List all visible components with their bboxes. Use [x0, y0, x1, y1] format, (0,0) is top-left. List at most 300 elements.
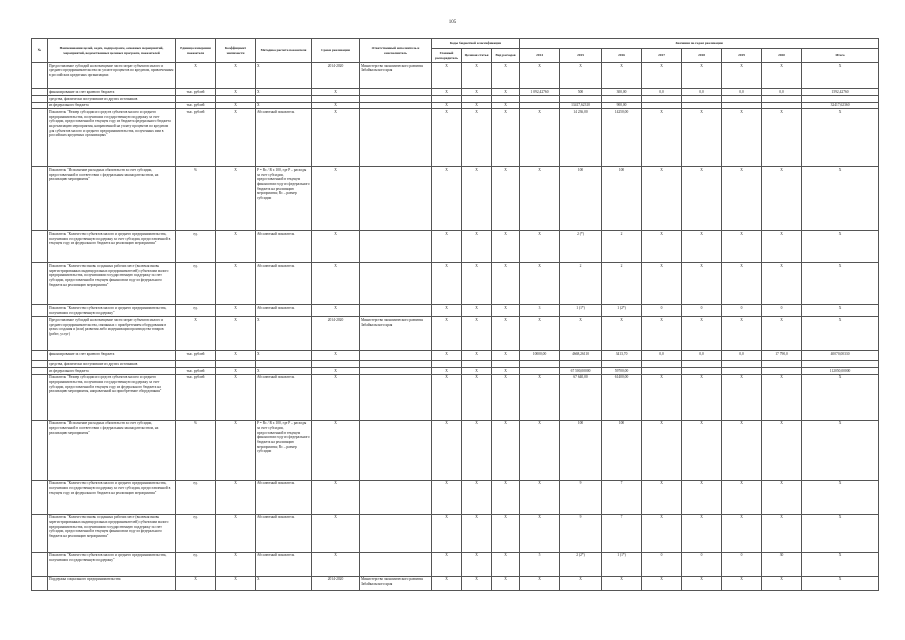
table-cell: [32, 317, 48, 351]
table-cell: [520, 102, 560, 109]
table-cell: 9: [560, 514, 602, 552]
table-cell: [360, 231, 432, 263]
table-cell: ед.: [176, 231, 216, 263]
table-cell: 0: [642, 305, 682, 317]
table-cell: X: [492, 231, 520, 263]
table-cell: X: [722, 263, 762, 305]
header-2020: 2020: [762, 49, 802, 63]
table-cell: [642, 361, 682, 368]
table-cell: ед.: [176, 480, 216, 514]
table-row: [32, 305, 879, 317]
table-cell: Министерство экономического развития Забайкальского края: [360, 63, 432, 89]
table-cell: Поддержка социального предпринимательства: [48, 576, 176, 590]
table-cell: [762, 368, 802, 375]
table-cell: X: [642, 480, 682, 514]
table-cell: [360, 368, 432, 375]
table-cell: X: [256, 576, 312, 590]
table-cell: Абсолютный показатель: [256, 514, 312, 552]
table-row: [32, 89, 879, 96]
table-cell: Предоставление субсидий на возмещение части затрат субъектов малого и среднего предпринимательства, связанных с приобретением оборудования в целях создания и (или) развития либо модернизации производства товаров (работ, услуг): [48, 317, 176, 351]
table-cell: [360, 420, 432, 480]
table-cell: X: [492, 480, 520, 514]
table-cell: [642, 102, 682, 109]
table-cell: Показатель "Исполнение расходных обязательств за счет субсидии, предоставленной в соответствии с федеральным законодательством, на реализацию мероприятия": [48, 167, 176, 231]
table-cell: 61400,00: [602, 374, 642, 420]
table-cell: [32, 374, 48, 420]
table-cell: X: [802, 552, 879, 576]
table-cell: X: [722, 576, 762, 590]
table-cell: ед.: [176, 514, 216, 552]
table-cell: X: [462, 167, 492, 231]
table-cell: X: [256, 89, 312, 96]
table-cell: 7: [602, 480, 642, 514]
table-cell: X: [176, 576, 216, 590]
table-cell: X: [682, 480, 722, 514]
table-cell: X: [492, 351, 520, 361]
table-cell: X: [492, 514, 520, 552]
table-cell: [256, 96, 312, 103]
table-cell: X: [432, 263, 462, 305]
table-cell: из федерального бюджета: [48, 368, 176, 375]
table-cell: X: [560, 317, 602, 351]
table-cell: 0: [722, 305, 762, 317]
table-cell: [520, 361, 560, 368]
table-cell: 2014-2020: [312, 317, 360, 351]
table-cell: 100: [602, 167, 642, 231]
table-cell: X: [762, 63, 802, 89]
table-cell: X: [520, 420, 560, 480]
table-cell: X: [216, 351, 256, 361]
table-cell: Показатель "Количество вновь созданных рабочих мест (включая вновь зарегистрированных индивидуальных предпринимателей) субъектами малого предпринимательства, получившими государственную поддержку за счет субсидии, предоставленной в текущем финансовом году из федерального бюджета на реализацию мероприятия": [48, 514, 176, 552]
table-cell: X: [802, 576, 879, 590]
table-cell: 0: [762, 305, 802, 317]
table-cell: [682, 102, 722, 109]
table-cell: X: [312, 420, 360, 480]
table-cell: [560, 96, 602, 103]
table-cell: [802, 361, 879, 368]
table-cell: [682, 361, 722, 368]
table-cell: X: [520, 263, 560, 305]
table-cell: [802, 96, 879, 103]
table-cell: X: [492, 305, 520, 317]
table-body: [32, 63, 879, 591]
table-cell: ед.: [176, 305, 216, 317]
table-cell: 3: [520, 305, 560, 317]
table-cell: X: [802, 374, 879, 420]
table-cell: 100: [560, 167, 602, 231]
table-cell: [32, 102, 48, 109]
table-cell: [722, 102, 762, 109]
table-row: [32, 420, 879, 480]
table-cell: X: [762, 480, 802, 514]
table-cell: [762, 102, 802, 109]
table-cell: [32, 576, 48, 590]
table-cell: [360, 96, 432, 103]
table-cell: X: [722, 317, 762, 351]
table-cell: X: [312, 480, 360, 514]
table-cell: [360, 374, 432, 420]
table-cell: [462, 96, 492, 103]
table-cell: X: [216, 167, 256, 231]
table-cell: X: [520, 514, 560, 552]
table-cell: 0,0: [682, 351, 722, 361]
table-cell: [520, 368, 560, 375]
table-cell: [360, 480, 432, 514]
table-cell: 40070,00330: [802, 351, 879, 361]
table-cell: X: [602, 576, 642, 590]
table-cell: [682, 96, 722, 103]
table-row: [32, 109, 879, 167]
table-row: [32, 368, 879, 375]
program-table: [31, 38, 879, 591]
table-cell: P = Rc / R x 100, где P – расходы за счет субсидии, предоставленной в текущем финансовом году из федерального бюджета на реализацию мероприятия; Rc – размер субсидии: [256, 167, 312, 231]
table-cell: X: [432, 109, 462, 167]
header-coef: Коэффициент значимости: [216, 39, 256, 63]
table-cell: X: [492, 63, 520, 89]
table-cell: 2014-2020: [312, 576, 360, 590]
table-cell: X: [492, 167, 520, 231]
table-cell: X: [432, 420, 462, 480]
table-cell: X: [462, 514, 492, 552]
table-cell: 900,00: [602, 102, 642, 109]
table-cell: X: [216, 552, 256, 576]
table-cell: Показатель "Количество субъектов малого и среднего предпринимательства, получивших государственную поддержку": [48, 305, 176, 317]
table-cell: [722, 361, 762, 368]
table-cell: X: [722, 167, 762, 231]
table-cell: [492, 361, 520, 368]
table-cell: [32, 361, 48, 368]
table-row: [32, 576, 879, 590]
table-row: [32, 167, 879, 231]
table-cell: X: [432, 89, 462, 96]
table-cell: 100: [602, 420, 642, 480]
table-cell: [32, 368, 48, 375]
table-cell: 17 790,0: [762, 351, 802, 361]
table-cell: X: [492, 374, 520, 420]
table-cell: 300,00: [602, 89, 642, 96]
table-cell: 1 092,42760: [520, 89, 560, 96]
table-cell: X: [682, 263, 722, 305]
table-cell: X: [520, 231, 560, 263]
table-cell: X: [216, 263, 256, 305]
table-cell: [762, 361, 802, 368]
table-cell: 32417,62360: [802, 102, 879, 109]
table-row: [32, 374, 879, 420]
table-cell: 2 (*): [560, 231, 602, 263]
table-cell: X: [642, 263, 682, 305]
table-cell: [360, 514, 432, 552]
table-cell: 10000,00: [520, 351, 560, 361]
table-cell: 14 236,00: [560, 109, 602, 167]
table-cell: X: [312, 263, 360, 305]
header-resp: Ответственный исполнитель и соисполнитель: [360, 39, 432, 63]
header-2016: 2016: [602, 49, 642, 63]
table-cell: [722, 368, 762, 375]
table-cell: [682, 368, 722, 375]
table-cell: [602, 96, 642, 103]
table-cell: Абсолютный показатель: [256, 305, 312, 317]
table-cell: X: [492, 89, 520, 96]
table-cell: Показатель "Размер субсидии из средств субъектов малого и среднего предпринимательства, получивших государственную поддержку за счет субсидии, предоставленной в текущем году из федерального бюджета на реализацию мероприятия, направленной на приобретение оборудования": [48, 374, 176, 420]
table-row: [32, 102, 879, 109]
table-cell: X: [312, 374, 360, 420]
table-row: [32, 480, 879, 514]
table-cell: X: [432, 63, 462, 89]
table-cell: X: [520, 63, 560, 89]
header-row-1: [32, 39, 879, 49]
table-cell: [360, 89, 432, 96]
table-cell: 14250,00: [602, 109, 642, 167]
table-cell: X: [462, 305, 492, 317]
table-cell: X: [312, 109, 360, 167]
table-cell: X: [602, 63, 642, 89]
table-cell: X: [432, 368, 462, 375]
table-row: [32, 231, 879, 263]
table-cell: X: [462, 351, 492, 361]
table-cell: X: [492, 109, 520, 167]
table-cell: X: [762, 109, 802, 167]
header-total: Итого: [802, 49, 879, 63]
table-cell: [602, 361, 642, 368]
table-cell: X: [762, 231, 802, 263]
table-cell: X: [722, 480, 762, 514]
table-cell: X: [682, 420, 722, 480]
table-cell: X: [432, 480, 462, 514]
table-row: [32, 96, 879, 103]
table-cell: [32, 420, 48, 480]
table-cell: 0,0: [682, 89, 722, 96]
table-cell: X: [802, 514, 879, 552]
table-cell: X: [492, 317, 520, 351]
table-cell: X: [312, 514, 360, 552]
table-cell: 2 (2*): [560, 552, 602, 576]
table-cell: X: [312, 89, 360, 96]
table-cell: X: [762, 263, 802, 305]
header-2014: 2014: [520, 49, 560, 63]
table-cell: X: [802, 420, 879, 480]
table-cell: [722, 96, 762, 103]
table-cell: Министерство экономического развития Забайкальского края: [360, 576, 432, 590]
table-cell: 2: [602, 231, 642, 263]
table-cell: X: [642, 514, 682, 552]
table-cell: X: [432, 305, 462, 317]
table-cell: X: [802, 317, 879, 351]
table-cell: [360, 263, 432, 305]
table-row: [32, 514, 879, 552]
table-cell: X: [432, 374, 462, 420]
table-cell: [32, 480, 48, 514]
header-unit: Единица измерения показателя: [176, 39, 216, 63]
header-chapter: Главный распорядитель: [432, 49, 462, 63]
table-cell: финансирование за счет краевого бюджета: [48, 351, 176, 361]
table-cell: [642, 96, 682, 103]
table-cell: из федерального бюджета: [48, 102, 176, 109]
table-cell: [360, 109, 432, 167]
table-cell: %: [176, 420, 216, 480]
table-cell: X: [462, 63, 492, 89]
table-cell: 0: [682, 552, 722, 576]
table-cell: 1 (1*): [602, 552, 642, 576]
table-cell: X: [682, 374, 722, 420]
table-cell: X: [216, 305, 256, 317]
table-cell: Показатель "Количество субъектов малого и среднего предпринимательства, получивших государственную поддержку": [48, 552, 176, 576]
table-cell: X: [492, 368, 520, 375]
table-cell: X: [432, 514, 462, 552]
table-cell: X: [682, 231, 722, 263]
page-number: 105: [448, 20, 457, 25]
table-cell: 67 500,00000: [560, 368, 602, 375]
header-budget-group: Коды бюджетной классификации: [432, 39, 520, 49]
table-cell: средства, фактически поступившие из других источников: [48, 96, 176, 103]
header-article: Целевая статья: [462, 49, 492, 63]
table-cell: X: [642, 576, 682, 590]
table-cell: X: [216, 420, 256, 480]
table-cell: X: [682, 514, 722, 552]
table-cell: X: [432, 576, 462, 590]
table-cell: X: [216, 576, 256, 590]
table-cell: [32, 552, 48, 576]
table-cell: X: [216, 514, 256, 552]
table-cell: X: [432, 317, 462, 351]
table-cell: X: [642, 420, 682, 480]
table-cell: [360, 552, 432, 576]
table-cell: X: [602, 317, 642, 351]
table-cell: X: [492, 552, 520, 576]
table-row: [32, 263, 879, 305]
table-cell: Министерство экономического развития Забайкальского края: [360, 317, 432, 351]
table-cell: [32, 514, 48, 552]
table-cell: 112050,00000: [802, 368, 879, 375]
table-cell: [216, 96, 256, 103]
table-cell: X: [256, 102, 312, 109]
table-cell: X: [462, 368, 492, 375]
table-cell: X: [802, 231, 879, 263]
table-cell: X: [492, 102, 520, 109]
table-cell: Абсолютный показатель: [256, 109, 312, 167]
table-cell: X: [462, 102, 492, 109]
table-cell: X: [216, 109, 256, 167]
table-cell: Показатель "Количество субъектов малого и среднего предпринимательства, получивших государственную поддержку за счет субсидии, предоставленной в текущем году из федерального бюджета на реализацию мероприятия": [48, 480, 176, 514]
table-cell: [312, 96, 360, 103]
table-cell: [762, 96, 802, 103]
table-cell: X: [216, 102, 256, 109]
table-cell: [360, 351, 432, 361]
table-cell: X: [520, 317, 560, 351]
table-cell: X: [256, 317, 312, 351]
table-cell: X: [432, 351, 462, 361]
table-cell: X: [642, 167, 682, 231]
table-cell: X: [762, 167, 802, 231]
table-cell: Предоставление субсидий на возмещение части затрат субъектов малого и среднего предпринимательства по уплате процентов по кредитам, привлеченным в российских кредитных организациях: [48, 63, 176, 89]
table-row: [32, 317, 879, 351]
table-cell: X: [560, 63, 602, 89]
table-cell: X: [642, 109, 682, 167]
table-cell: X: [462, 480, 492, 514]
table-cell: %: [176, 167, 216, 231]
table-cell: [432, 96, 462, 103]
table-cell: [360, 361, 432, 368]
table-cell: Абсолютный показатель: [256, 552, 312, 576]
table-cell: X: [762, 420, 802, 480]
table-cell: X: [256, 63, 312, 89]
table-cell: [432, 361, 462, 368]
table-cell: X: [802, 167, 879, 231]
table-cell: X: [462, 89, 492, 96]
table-cell: X: [216, 317, 256, 351]
table-cell: 3413,70: [602, 351, 642, 361]
table-cell: X: [520, 480, 560, 514]
table-cell: X: [722, 63, 762, 89]
table-cell: Абсолютный показатель: [256, 480, 312, 514]
table-cell: Показатель "Количество вновь созданных рабочих мест (включая вновь зарегистрированных индивидуальных предпринимателей) субъектами малого предпринимательства, получившими государственную поддержку за счет субсидии, предоставленной в текущем финансовом году из федерального бюджета на реализацию мероприятия": [48, 263, 176, 305]
table-cell: [216, 361, 256, 368]
table-cell: X: [462, 552, 492, 576]
table-cell: тыс. рублей: [176, 89, 216, 96]
table-cell: X: [642, 374, 682, 420]
header-2018: 2018: [682, 49, 722, 63]
table-cell: [32, 263, 48, 305]
table-cell: X: [642, 231, 682, 263]
table-cell: 2: [560, 263, 602, 305]
header-2015: 2015: [560, 49, 602, 63]
table-cell: 7: [602, 514, 642, 552]
table-cell: 59700,00: [602, 368, 642, 375]
header-expense: Вид расходов: [492, 49, 520, 63]
table-cell: [492, 96, 520, 103]
table-cell: X: [216, 368, 256, 375]
table-cell: X: [176, 317, 216, 351]
table-cell: X: [462, 576, 492, 590]
table-cell: 0,0: [642, 89, 682, 96]
table-cell: X: [492, 420, 520, 480]
header-term: Сроки реализации: [312, 39, 360, 63]
table-cell: [312, 361, 360, 368]
table-cell: тыс. рублей: [176, 368, 216, 375]
table-cell: X: [312, 552, 360, 576]
table-cell: X: [176, 63, 216, 89]
table-cell: 100: [560, 420, 602, 480]
table-cell: 500: [560, 89, 602, 96]
table-cell: 67 640,00: [560, 374, 602, 420]
table-cell: X: [802, 263, 879, 305]
table-cell: финансирование за счет краевого бюджета: [48, 89, 176, 96]
table-cell: [256, 361, 312, 368]
table-cell: 1592,42760: [802, 89, 879, 96]
table-cell: X: [682, 167, 722, 231]
table-cell: 2014-2020: [312, 63, 360, 89]
table-cell: 1 (2*): [602, 305, 642, 317]
header-name: Наименования целей, задач, подпрограмм, основных мероприятий, мероприятий, ведомственных целевых программ, показателей: [48, 39, 176, 63]
table-cell: X: [312, 231, 360, 263]
table-cell: Абсолютный показатель: [256, 231, 312, 263]
table-cell: [32, 231, 48, 263]
table-cell: X: [520, 109, 560, 167]
table-cell: X: [432, 167, 462, 231]
table-cell: Абсолютный показатель: [256, 263, 312, 305]
table-cell: X: [520, 167, 560, 231]
table-cell: [360, 167, 432, 231]
table-cell: X: [642, 317, 682, 351]
table-cell: X: [216, 374, 256, 420]
table-cell: X: [682, 576, 722, 590]
table-cell: [560, 361, 602, 368]
table-cell: тыс. рублей: [176, 351, 216, 361]
header-2017: 2017: [642, 49, 682, 63]
table-cell: ед.: [176, 552, 216, 576]
table-cell: 9: [560, 480, 602, 514]
table-cell: X: [682, 317, 722, 351]
table-cell: [32, 109, 48, 167]
